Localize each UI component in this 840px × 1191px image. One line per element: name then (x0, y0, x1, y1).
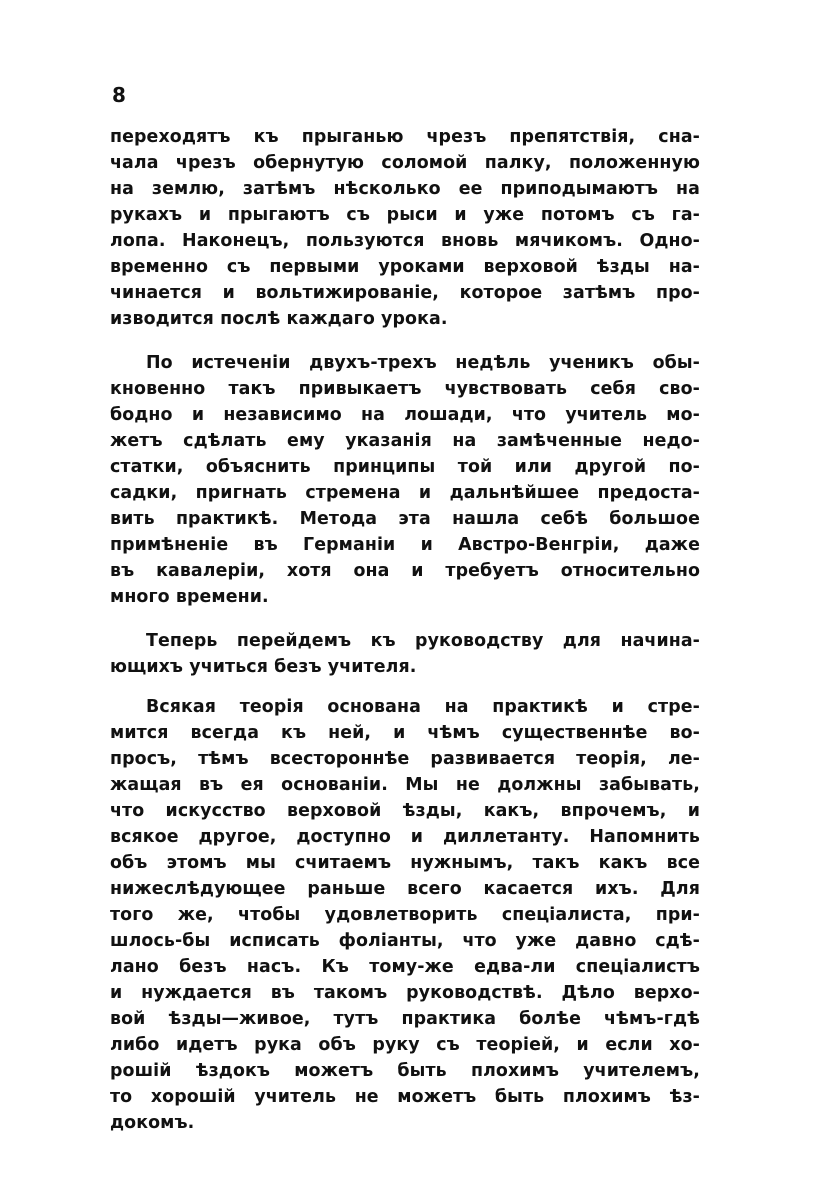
text-line: то хорошій учитель не можетъ быть плохимъ ѣз- (110, 1087, 700, 1107)
text-line: рошій ѣздокъ можетъ быть плохимъ учителемъ, (110, 1061, 700, 1081)
text-line: ющихъ учиться безъ учителя. (110, 657, 417, 677)
body-text (110, 124, 700, 1136)
text-line: просъ, тѣмъ всестороннѣе развивается теорія, ле- (110, 749, 700, 769)
text-line: лано безъ насъ. Къ тому-же едва-ли спеціалистъ (110, 957, 700, 977)
text-line: вой ѣзды—живое, тутъ практика болѣе чѣмъ-гдѣ (110, 1009, 700, 1029)
text-line: всякое другое, доступно и диллетанту. Напомнить (110, 827, 700, 847)
text-line: рукахъ и прыгаютъ съ рыси и уже потомъ съ га- (110, 205, 700, 225)
text-line: что искусство верховой ѣзды, какъ, впрочемъ, и (110, 801, 700, 821)
text-line: вить практикѣ. Метода эта нашла себѣ большое (110, 509, 700, 529)
text-line: въ кавалеріи, хотя она и требуетъ относительно (110, 561, 700, 581)
paragraph-4 (110, 694, 700, 1136)
text-line: того же, чтобы удовлетворить спеціалиста, при- (110, 905, 700, 925)
text-line: лопа. Наконецъ, пользуются вновь мячикомъ. Одно- (110, 231, 700, 251)
text-line: мится всегда къ ней, и чѣмъ существеннѣе во- (110, 723, 700, 743)
text-line: статки, объяснить принципы той или другой по- (110, 457, 700, 477)
text-line: нижеслѣдующее раньше всего касается ихъ. Для (110, 879, 700, 899)
text-line: Теперь перейдемъ къ руководству для начина- (146, 631, 700, 651)
text-line: докомъ. (110, 1113, 195, 1133)
text-line: жетъ сдѣлать ему указанія на замѣченные недо- (110, 431, 700, 451)
paragraph-1 (110, 124, 700, 332)
text-line: Всякая теорія основана на практикѣ и стре- (146, 697, 700, 717)
text-line: бодно и независимо на лошади, что учитель мо- (110, 405, 700, 425)
text-line: и нуждается въ такомъ руководствѣ. Дѣло верхо- (110, 983, 700, 1003)
text-line: садки, пригнать стремена и дальнѣйшее предоста- (110, 483, 700, 503)
text-line: чинается и вольтижированіе, которое затѣмъ про- (110, 283, 700, 303)
text-line: на землю, затѣмъ нѣсколько ее приподымаютъ на (110, 179, 700, 199)
text-line: примѣненіе въ Германіи и Австро-Венгріи, даже (110, 535, 700, 555)
text-line: чала чрезъ обернутую соломой палку, положенную (110, 153, 700, 173)
paragraph-3 (110, 628, 700, 680)
text-line: шлось-бы исписать фоліанты, что уже давно сдѣ- (110, 931, 700, 951)
text-line: кновенно такъ привыкаетъ чувствовать себя сво- (110, 379, 700, 399)
text-line: много времени. (110, 587, 269, 607)
text-line: жащая въ ея основаніи. Мы не должны забывать, (110, 775, 700, 795)
paragraph-2 (110, 350, 700, 610)
text-line: либо идетъ рука объ руку съ теоріей, и если хо- (110, 1035, 700, 1055)
text-line: объ этомъ мы считаемъ нужнымъ, такъ какъ все (110, 853, 700, 873)
text-line: изводится послѣ каждаго урока. (110, 309, 448, 329)
text-line: временно съ первыми уроками верховой ѣзды на- (110, 257, 700, 277)
text-line: По истеченіи двухъ-трехъ недѣль ученикъ обы- (146, 353, 700, 373)
page-number: 8 (112, 83, 126, 107)
text-line: переходятъ къ прыганью чрезъ препятствія, сна- (110, 127, 700, 147)
